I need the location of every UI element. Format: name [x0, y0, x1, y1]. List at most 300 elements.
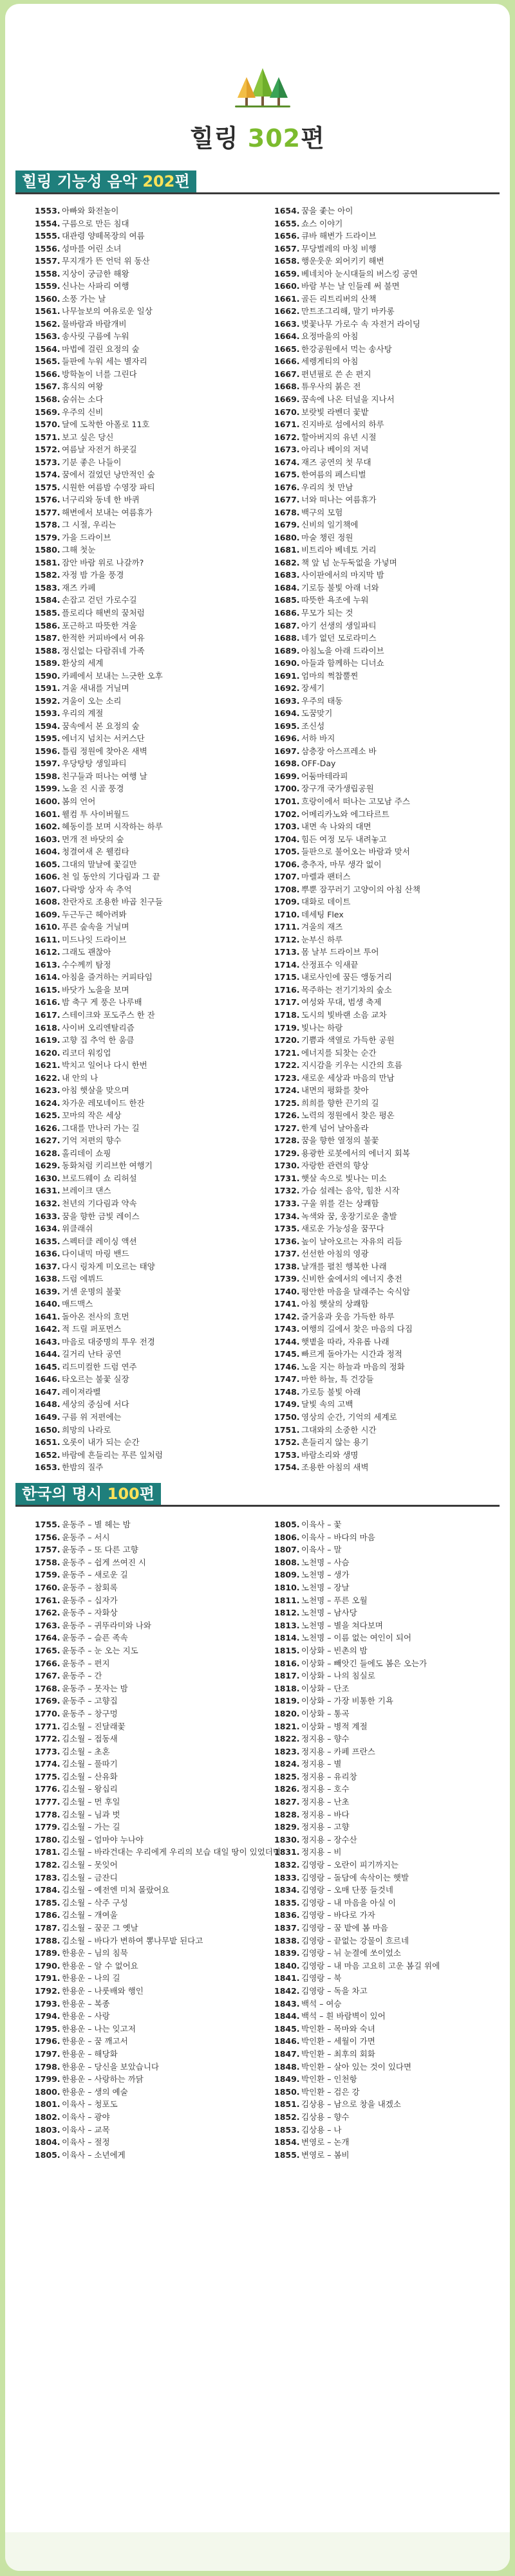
item-number: 1837. [274, 1923, 300, 1933]
list-item [35, 632, 260, 645]
item-title: 한용운 – 나룻배와 행인 [62, 1985, 144, 1996]
item-number: 1817. [274, 1671, 300, 1681]
item-number: 1794. [35, 2011, 61, 2021]
list-item [274, 594, 500, 607]
item-number: 1558. [35, 268, 61, 279]
item-title: 김영랑 – 오매 단풍 들것네 [301, 1885, 393, 1895]
list-item [35, 443, 260, 456]
list-item [274, 1531, 500, 1544]
item-number: 1706. [274, 859, 300, 869]
list-item [274, 1147, 500, 1160]
item-number: 1822. [274, 1734, 300, 1744]
list-item [274, 1122, 500, 1135]
item-title: 김영랑 – 내 마음을 아실 이 [301, 1897, 396, 1908]
list-item [274, 1985, 500, 1998]
item-title: 이육사 – 말 [301, 1545, 342, 1555]
item-number: 1641. [35, 1311, 61, 1321]
list-item [274, 883, 500, 896]
item-title: 바람에 흔들리는 푸른 잎처럼 [62, 1449, 163, 1460]
item-title: 우당탕탕 생일파티 [62, 759, 127, 769]
item-number: 1831. [274, 1847, 300, 1857]
item-number: 1851. [274, 2099, 300, 2110]
item-number: 1777. [35, 1797, 61, 1807]
item-number: 1789. [35, 1948, 61, 1958]
item-number: 1707. [274, 872, 300, 882]
list-item [274, 1159, 500, 1172]
item-title: 친구들과 떠나는 여행 날 [62, 771, 147, 781]
list-item [35, 782, 260, 795]
item-number: 1631. [35, 1186, 61, 1196]
item-title: 노천명 – 사슴 [301, 1557, 350, 1567]
list-item [35, 1109, 260, 1122]
list-item [274, 243, 500, 255]
list-item [35, 519, 260, 531]
item-title: 아리나 베이의 저녁 [301, 445, 369, 455]
item-number: 1709. [274, 897, 300, 907]
list-item [274, 1398, 500, 1411]
item-number: 1653. [35, 1462, 61, 1473]
item-number: 1717. [274, 997, 300, 1007]
item-number: 1705. [274, 847, 300, 857]
title-prefix: 힐링 [190, 124, 248, 152]
item-title: 휴식의 여왕 [62, 382, 104, 392]
item-title: 그대의 말날에 꽃길만 [62, 859, 137, 869]
item-title: 달에 도착한 아폴로 11호 [62, 419, 150, 430]
list-item [274, 1632, 500, 1644]
item-title: 환상의 세계 [62, 658, 104, 668]
list-item [35, 732, 260, 745]
item-title: 지상이 궁금한 해왕 [62, 268, 129, 279]
item-number: 1807. [274, 1545, 300, 1555]
list-item [35, 1424, 260, 1437]
list-item [35, 1808, 260, 1821]
item-title: 바람 부는 날 인들레 써 불면 [301, 281, 400, 291]
item-number: 1588. [35, 645, 61, 656]
item-title: 천 일 동안의 기다림과 그 끝 [62, 872, 160, 882]
list-item [35, 745, 260, 758]
item-title: 진지바로 섬에서의 하루 [301, 419, 384, 430]
list-item [35, 481, 260, 494]
item-title: 밤 축구 게 풍은 나루배 [62, 997, 142, 1007]
healing-music-list-right [274, 205, 500, 1474]
item-title: 우주의 신비 [62, 407, 104, 417]
item-title: 용광한 로봇에서의 에너지 회복 [301, 1148, 410, 1158]
item-title: 마술 챙린 정원 [301, 532, 353, 542]
item-title: 재즈 공연의 첫 무대 [301, 457, 371, 467]
item-title: 만트조그리해, 말기 마카롱 [301, 306, 395, 317]
item-number: 1636. [35, 1249, 61, 1259]
list-item [35, 468, 260, 481]
title-number: 302 [247, 124, 301, 152]
item-number: 1723. [274, 1072, 300, 1083]
item-title: 삼층장 아스프레소 바 [301, 746, 377, 756]
item-title: 김소월 – 삭주 구성 [62, 1897, 128, 1908]
item-title: 마법에 걸린 요정의 숲 [62, 344, 140, 354]
list-item [274, 1733, 500, 1745]
list-item [274, 971, 500, 984]
list-item [35, 682, 260, 695]
item-number: 1737. [274, 1249, 300, 1259]
list-item [274, 1235, 500, 1248]
list-item [35, 921, 260, 934]
list-item [35, 1398, 260, 1411]
item-number: 1775. [35, 1771, 61, 1781]
item-title: 노천명 – 남사당 [301, 1608, 357, 1618]
list-item [35, 845, 260, 858]
list-item [274, 858, 500, 871]
item-title: 엄마의 쩍찹뿔찐 [301, 670, 359, 681]
item-title: 한용운 – 나의 길 [62, 1973, 120, 1983]
item-number: 1674. [274, 457, 300, 467]
list-item [35, 1461, 260, 1474]
item-title: 김소월 – 못잊어 [62, 1860, 118, 1870]
item-number: 1843. [274, 1998, 300, 2009]
item-title: 성마를 어린 소녀 [62, 243, 122, 253]
list-item [35, 1147, 260, 1160]
list-item [274, 2023, 500, 2036]
item-title: 김소월 – 산유화 [62, 1771, 118, 1781]
item-title: 신나는 사파리 여행 [62, 281, 129, 291]
item-title: 먼개 전 바닷의 숲 [62, 834, 124, 844]
list-item [274, 1783, 500, 1796]
item-number: 1554. [35, 218, 61, 228]
item-title: 이육사 – 꽃 [301, 1520, 342, 1529]
item-title: 꿈을 향한 금빛 레이스 [62, 1211, 140, 1221]
list-item [274, 1285, 500, 1298]
list-item [35, 1682, 260, 1695]
item-title: 대화로 데이트 [301, 897, 351, 907]
item-title: 변영로 – 논개 [301, 2137, 350, 2148]
item-title: 김영랑 – 뉘 눈결에 쏘이었소 [301, 1948, 401, 1958]
item-number: 1658. [274, 256, 300, 266]
list-item [35, 1821, 260, 1834]
footer [5, 2532, 510, 2571]
list-item [274, 443, 500, 456]
item-title: 무당벌레의 마칭 비행 [301, 243, 377, 253]
list-item [274, 1109, 500, 1122]
list-item [35, 1518, 260, 1531]
item-number: 1616. [35, 997, 61, 1007]
item-title: 마렐과 팬터스 [301, 872, 351, 882]
item-title: 세렝게티의 아침 [301, 356, 359, 367]
item-number: 1693. [274, 695, 300, 706]
item-title: 잠안 바람 위로 나갈까? [62, 557, 144, 567]
list-item [35, 2048, 260, 2061]
item-number: 1626. [35, 1123, 61, 1133]
list-item [35, 1960, 260, 1973]
item-number: 1614. [35, 972, 61, 982]
item-number: 1802. [35, 2111, 61, 2122]
list-item [35, 1059, 260, 1072]
healing-music-list-left [35, 205, 260, 1474]
list-item [35, 1097, 260, 1110]
item-number: 1708. [274, 884, 300, 894]
item-title: 겨울 새내를 거닐며 [62, 683, 129, 694]
item-title: 윤동주 – 참회록 [62, 1582, 118, 1592]
list-item [35, 2061, 260, 2074]
item-number: 1747. [274, 1374, 300, 1385]
item-number: 1718. [274, 1010, 300, 1020]
list-item [35, 205, 260, 217]
list-item [274, 1260, 500, 1273]
list-item [274, 2010, 500, 2023]
item-title: 선선한 아침의 영광 [301, 1249, 369, 1259]
item-number: 1575. [35, 482, 61, 492]
list-item [35, 1235, 260, 1248]
item-number: 1799. [35, 2074, 61, 2084]
item-number: 1825. [274, 1771, 300, 1781]
item-title: 사이판에서의 마지막 밤 [301, 570, 384, 580]
item-number: 1811. [274, 1595, 300, 1605]
item-number: 1826. [274, 1784, 300, 1794]
list-item [274, 280, 500, 293]
item-title: 백구의 모험 [301, 507, 343, 517]
item-title: 정지용 – 고향 [301, 1822, 350, 1832]
item-number: 1561. [35, 306, 61, 317]
item-title: 정지용 – 카페 프란스 [301, 1746, 375, 1756]
item-title: 들판으로 불어오는 바람과 맞서 [301, 847, 410, 857]
list-item [35, 293, 260, 306]
list-item [274, 1184, 500, 1197]
item-title: 새로운 가능성을 꿈꾸다 [301, 1224, 384, 1234]
list-item [35, 1034, 260, 1047]
list-item [274, 1411, 500, 1424]
item-title: 방학놀이 너를 그린다 [62, 369, 137, 379]
item-title: 적 드릴 퍼포먼스 [62, 1324, 122, 1334]
item-number: 1617. [35, 1010, 61, 1020]
list-item [274, 1348, 500, 1361]
item-title: 김영랑 – 북 [301, 1973, 342, 1983]
item-number: 1725. [274, 1098, 300, 1108]
item-title: 너구리와 동네 한 바퀴 [62, 495, 140, 505]
item-title: 박인환 – 세월이 가면 [301, 2036, 375, 2047]
list-item [35, 431, 260, 444]
item-title: 정지용 – 별 [301, 1759, 342, 1769]
list-item [35, 1771, 260, 1783]
item-number: 1640. [35, 1299, 61, 1309]
list-item [274, 1323, 500, 1336]
list-item [274, 1009, 500, 1022]
item-title: 손잡고 걷던 가로수길 [62, 595, 137, 605]
item-number: 1818. [274, 1683, 300, 1693]
item-number: 1815. [274, 1645, 300, 1655]
item-number: 1787. [35, 1923, 61, 1933]
item-number: 1692. [274, 683, 300, 694]
item-title: 김소월 – 초혼 [62, 1746, 110, 1756]
item-number: 1772. [35, 1734, 61, 1744]
item-number: 1567. [35, 382, 61, 392]
list-item [274, 1846, 500, 1859]
item-title: 뿌뿐 잠꾸러기 고양이의 아침 산책 [301, 884, 420, 894]
item-number: 1573. [35, 457, 61, 467]
item-title: 김영랑 – 끝없는 강물이 흐르네 [301, 1935, 409, 1946]
item-title: 내 안의 나 [62, 1072, 98, 1083]
list-item [274, 1097, 500, 1110]
list-item [35, 1935, 260, 1947]
item-number: 1669. [274, 394, 300, 404]
item-title: 김영랑 – 바다로 가자 [301, 1910, 375, 1920]
item-number: 1760. [35, 1582, 61, 1592]
list-item [35, 1047, 260, 1060]
item-title: 아침 햇살을 맞으며 [62, 1085, 129, 1096]
item-title: 노천명 – 이름 없는 여인이 되어 [301, 1633, 412, 1643]
list-item [35, 343, 260, 356]
item-title: 구름으로 만든 침대 [62, 218, 129, 228]
item-number: 1753. [274, 1449, 300, 1460]
list-item [35, 757, 260, 770]
item-number: 1665. [274, 344, 300, 354]
list-item [35, 946, 260, 959]
item-title: 조신성 [301, 721, 325, 731]
list-item [35, 243, 260, 255]
item-number: 1656. [274, 231, 300, 241]
item-title: 레이져라벨 [62, 1386, 101, 1397]
item-number: 1797. [35, 2048, 61, 2059]
item-title: 무모가 되는 것 [301, 608, 353, 618]
item-number: 1647. [35, 1386, 61, 1397]
list-item [35, 896, 260, 908]
item-number: 1621. [35, 1060, 61, 1071]
item-title: 겨울이 오는 소리 [62, 695, 122, 706]
item-number: 1800. [35, 2086, 61, 2097]
item-number: 1810. [274, 1582, 300, 1592]
item-number: 1703. [274, 822, 300, 832]
item-title: 노을 지는 하늘과 마음의 정화 [301, 1361, 405, 1372]
list-item [274, 908, 500, 921]
item-title: 높이 날아오르는 자유의 리듬 [301, 1236, 402, 1246]
item-title: 꿈속에 나온 터널을 지나서 [301, 394, 395, 404]
item-number: 1639. [35, 1286, 61, 1296]
list-item [274, 1707, 500, 1720]
item-number: 1638. [35, 1274, 61, 1284]
item-number: 1576. [35, 495, 61, 505]
item-title: 그 시절, 우리는 [62, 520, 117, 530]
item-title: 이상화 – 단조 [301, 1683, 350, 1693]
item-number: 1820. [274, 1708, 300, 1718]
item-number: 1741. [274, 1299, 300, 1309]
item-number: 1577. [35, 507, 61, 517]
list-item [274, 418, 500, 431]
item-title: 정지용 – 향수 [301, 1734, 350, 1744]
list-item [35, 1323, 260, 1336]
list-item [274, 1197, 500, 1210]
section-title-number: 202 [142, 172, 175, 190]
list-item [274, 268, 500, 281]
item-number: 1630. [35, 1173, 61, 1183]
list-item [35, 1884, 260, 1897]
list-item [274, 2086, 500, 2099]
list-item [274, 2111, 500, 2124]
item-title: 기로등 불빛 아래 너와 [301, 582, 379, 593]
item-title: 한적한 커피바에서 여유 [62, 633, 145, 643]
list-item [274, 1594, 500, 1607]
item-title: 그해 첫눈 [62, 545, 96, 555]
item-number: 1634. [35, 1224, 61, 1234]
list-item [274, 1424, 500, 1437]
list-item [35, 1197, 260, 1210]
item-title: 노천명 – 장날 [301, 1582, 350, 1592]
item-title: 따뜻한 욕조에 누워 [301, 595, 369, 605]
list-item [274, 1834, 500, 1846]
item-number: 1845. [274, 2023, 300, 2034]
item-number: 1724. [274, 1085, 300, 1096]
item-number: 1689. [274, 645, 300, 656]
list-item [35, 984, 260, 997]
item-number: 1654. [274, 206, 300, 216]
item-title: 아침을 즐겨하는 커피타임 [62, 972, 153, 982]
item-title: 김소월 – 왕십리 [62, 1784, 118, 1794]
list-item [274, 1569, 500, 1581]
list-item [274, 1556, 500, 1569]
list-item [274, 1172, 500, 1185]
list-item [35, 870, 260, 883]
item-number: 1615. [35, 984, 61, 995]
item-title: 내면 속 나와의 대면 [301, 822, 371, 832]
list-item [274, 230, 500, 243]
list-item [35, 1909, 260, 1922]
list-item [35, 305, 260, 318]
list-item [274, 1047, 500, 1060]
item-title: 한용운 – 나는 잊고저 [62, 2023, 136, 2034]
item-number: 1697. [274, 746, 300, 756]
item-number: 1691. [274, 670, 300, 681]
section-title-number: 100 [107, 1485, 140, 1503]
list-item [35, 1985, 260, 1998]
item-number: 1687. [274, 620, 300, 630]
item-title: 목주하는 전기기차의 숲소 [301, 984, 392, 995]
item-number: 1827. [274, 1797, 300, 1807]
list-item [274, 468, 500, 481]
item-title: 한용운 – 님의 침묵 [62, 1948, 128, 1958]
item-number: 1784. [35, 1885, 61, 1895]
item-number: 1701. [274, 796, 300, 806]
item-number: 1593. [35, 708, 61, 719]
item-title: 장구개 국가생립공원 [301, 784, 374, 794]
item-number: 1559. [35, 281, 61, 291]
item-number: 1804. [35, 2137, 61, 2148]
item-title: 김영랑 – 내 마음 고요히 고운 봄길 위에 [301, 1960, 440, 1971]
item-title: 자랑한 관련의 향상 [301, 1161, 369, 1171]
list-item [35, 544, 260, 557]
item-title: 다이내믹 마링 밴드 [62, 1249, 129, 1259]
item-number: 1751. [274, 1424, 300, 1435]
list-item [35, 557, 260, 569]
list-item [35, 1644, 260, 1657]
item-title: 한용운 – 꿈 깨고서 [62, 2036, 128, 2047]
item-title: 햇볕을 따라, 자유롭 나래 [301, 1336, 389, 1347]
item-title: 흔들리지 않는 용기 [301, 1437, 369, 1448]
item-number: 1591. [35, 683, 61, 694]
item-title: 김소월 – 먼 후일 [62, 1797, 120, 1807]
list-item [35, 1134, 260, 1147]
item-number: 1728. [274, 1136, 300, 1146]
item-number: 1680. [274, 532, 300, 542]
item-title: 정지용 – 난초 [301, 1797, 350, 1807]
item-number: 1761. [35, 1595, 61, 1605]
item-number: 1594. [35, 721, 61, 731]
item-title: 도시의 빛바랜 소음 교차 [301, 1010, 387, 1020]
item-title: 윤동주 – 창구멍 [62, 1708, 118, 1718]
item-title: 꿈속에서 본 요정의 숲 [62, 721, 140, 731]
item-number: 1785. [35, 1897, 61, 1908]
list-item [274, 620, 500, 632]
list-item [35, 2035, 260, 2048]
item-number: 1685. [274, 595, 300, 605]
item-number: 1841. [274, 1973, 300, 1983]
item-title: 보랏빛 라벤더 꽃밭 [301, 407, 369, 417]
list-item [274, 1222, 500, 1235]
item-number: 1776. [35, 1784, 61, 1794]
